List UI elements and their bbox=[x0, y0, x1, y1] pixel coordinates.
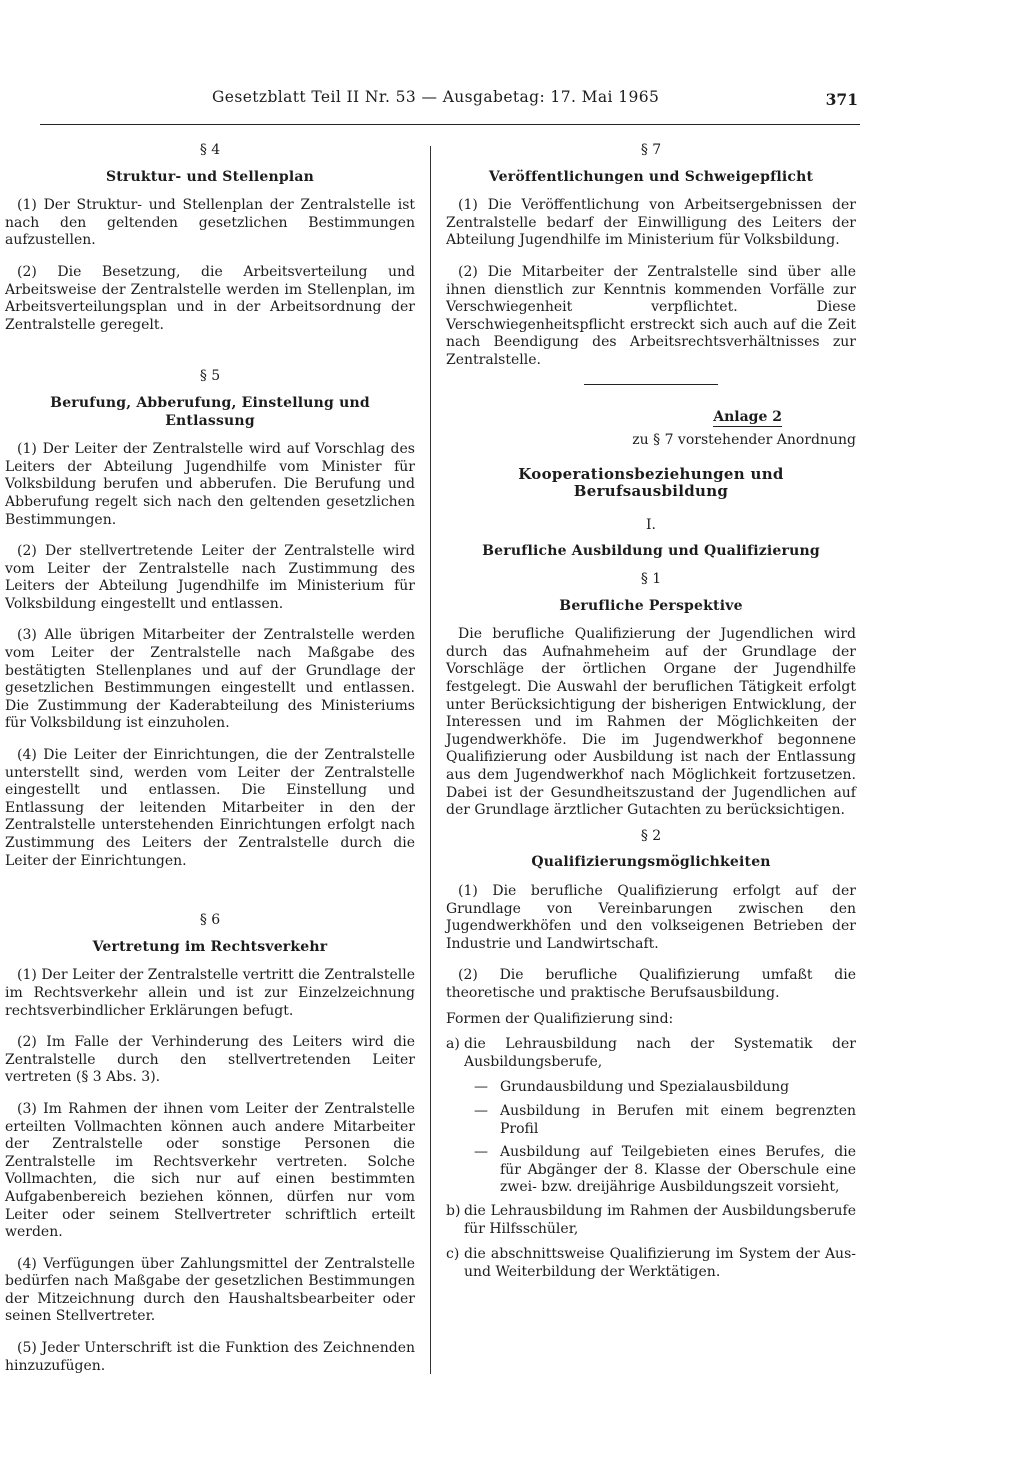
section-heading: Berufliche Perspektive bbox=[559, 597, 743, 614]
page-number: 371 bbox=[825, 90, 858, 109]
annex-main-heading: Kooperationsbeziehungen und Berufsausbildung bbox=[518, 464, 784, 501]
list-label: a) bbox=[446, 1036, 460, 1053]
dash-item bbox=[474, 1079, 856, 1097]
list-text: die Lehrausbildung nach der Systematik der Ausbildungsberufe, bbox=[464, 1036, 856, 1070]
paragraph: (2) Die Besetzung, die Arbeitsverteilung und Arbeitsweise der Zentralstelle werden im Stellenplan, im Arbeitsverteilungsplan und in der Arbeitsordnung der Zentralstelle geregelt. bbox=[5, 263, 415, 333]
dash-mark: — bbox=[474, 1102, 488, 1119]
section-heading: Berufung, Abberufung, Einstellung und Entlassung bbox=[50, 394, 370, 429]
list-item bbox=[446, 1246, 856, 1281]
section-number: § 5 bbox=[199, 368, 221, 385]
dash-item bbox=[474, 1144, 856, 1197]
list-label: b) bbox=[446, 1202, 461, 1219]
right-column bbox=[446, 142, 856, 1289]
dash-item bbox=[474, 1103, 856, 1138]
dash-mark: — bbox=[474, 1079, 488, 1096]
paragraph: (4) Die Leiter der Einrichtungen, die der Zentralstelle unterstellt sind, werden vom Leiter der Zentralstelle eingestellt und entlassen. Die Einstellung und Entlassung der leitenden Mitarbeiter in den der Zentralstelle unterstehenden Einrichtungen erfolgt nach Zustimmung des Leiters der Zentralstelle durch die Leiter der Einrichtungen. bbox=[5, 747, 415, 869]
section-heading: Vertretung im Rechtsverkehr bbox=[92, 938, 328, 955]
section-number: § 6 bbox=[199, 912, 221, 929]
list-item bbox=[446, 1036, 856, 1071]
section-number: § 7 bbox=[640, 142, 662, 158]
paragraph: (2) Die Mitarbeiter der Zentralstelle sind über alle ihnen dienstlich zur Kenntnis kommenden Vorfälle zur Verschwiegenheit verpflichtet. Diese Verschwiegenheitspflicht erstreckt sich auch auf die Zeit nach Beendigung des Arbeitsrechtsverhältnisses zur Zentralstelle. bbox=[446, 263, 856, 368]
annex-title-text: Anlage 2 bbox=[713, 408, 782, 425]
section-heading: Struktur- und Stellenplan bbox=[105, 168, 315, 185]
paragraph: (1) Der Struktur- und Stellenplan der Zentralstelle ist nach den geltenden gesetzlichen Bestimmungen aufzustellen. bbox=[5, 197, 415, 249]
list-label: c) bbox=[446, 1246, 460, 1263]
dash-mark: — bbox=[474, 1144, 488, 1161]
list-text: die Lehrausbildung im Rahmen der Ausbildungsberufe für Hilfsschüler, bbox=[464, 1202, 856, 1237]
forms-intro: Formen der Qualifizierung sind: bbox=[446, 1010, 674, 1027]
paragraph: (1) Der Leiter der Zentralstelle vertritt die Zentralstelle im Rechtsverkehr allein und ist zur Einzelzeichnung rechtsverbindlicher Erklärungen befugt. bbox=[5, 967, 415, 1019]
paragraph: (3) Im Rahmen der ihnen vom Leiter der Zentralstelle erteilten Vollmachten können auch andere Mitarbeiter der Zentralstelle oder sonstige Personen die Zentralstelle im Rechtsverkehr vertreten. Solche Vollmachten, die sich nur auf einen bestimmten Aufgabenbereich beziehen können, dürfen nur vom Leiter oder seinem Stellvertreter schriftlich erteilt werden. bbox=[5, 1100, 415, 1241]
horizontal-rule bbox=[584, 384, 718, 385]
paragraph: (1) Die berufliche Qualifizierung erfolgt auf der Grundlage von Vereinbarungen zwischen den Jugendwerkhöfen und den volkseigenen Betrieben der Industrie und Landwirtschaft. bbox=[446, 883, 856, 952]
paragraph: (2) Der stellvertretende Leiter der Zentralstelle wird vom Leiter der Zentralstelle nach Zustimmung des Leiters der Abteilung Jugendhilfe im Ministerium für Volksbildung eingestellt und entlassen. bbox=[5, 543, 415, 612]
column-divider bbox=[430, 146, 431, 1374]
paragraph: (1) Die Veröffentlichung von Arbeitsergebnissen der Zentralstelle bedarf der Einwilligung des Leiters der Abteilung Jugendhilfe im Ministerium für Volksbildung. bbox=[446, 197, 856, 249]
paragraph: (5) Jeder Unterschrift ist die Funktion des Zeichnenden hinzuzufügen. bbox=[5, 1340, 415, 1374]
left-column bbox=[5, 142, 415, 1389]
annex-subtitle: zu § 7 vorstehender Anordnung bbox=[632, 432, 856, 449]
list-item bbox=[446, 1203, 856, 1238]
part-heading: Berufliche Ausbildung und Qualifizierung bbox=[482, 542, 820, 559]
paragraph: (3) Alle übrigen Mitarbeiter der Zentralstelle werden vom Leiter der Zentralstelle nach Maßgabe des bestätigten Stellenplanes und auf der Grundlage der gesetzlichen Bestimmungen eingestellt und entlassen. Die Zustimmung der Kaderabteilung des Ministeriums für Volksbildung ist einzuholen. bbox=[5, 627, 415, 732]
paragraph: Die berufliche Qualifizierung der Jugendlichen wird durch das Aufnahmeheim auf der Grundlage der Vorschläge der örtlichen Organe der Jugendhilfe festgelegt. Die Auswahl der beruflichen Tätigkeit erfolgt unter Berücksichtigung der bisherigen Entwicklung, der Interessen und im Rahmen der Möglichkeiten der Jugendwerkhöfe. Die im Jugendwerkhof begonnene Qualifizierung oder Ausbildung ist nach der Entlassung aus dem Jugendwerkhof nach Möglichkeit fortzusetzen. Dabei ist der Gesundheitszustand der Jugendlichen auf der Grundlage ärztlicher Gutachten zu berücksichtigen. bbox=[446, 626, 856, 819]
dash-text: Ausbildung in Berufen mit einem begrenzten Profil bbox=[500, 1102, 856, 1137]
section-heading: Qualifizierungsmöglichkeiten bbox=[531, 854, 771, 871]
page-header bbox=[40, 84, 860, 125]
section-number: § 1 bbox=[640, 571, 662, 588]
annex-title bbox=[446, 409, 782, 427]
section-number: § 2 bbox=[640, 827, 662, 844]
paragraph: (1) Der Leiter der Zentralstelle wird auf Vorschlag des Leiters der Abteilung Jugendhilfe vom Minister für Volksbildung berufen und abberufen. Die Berufung und Abberufung regelt sich nach den geltenden gesetzlichen Bestimmungen. bbox=[5, 441, 415, 528]
paragraph: (2) Im Falle der Verhinderung des Leiters wird die Zentralstelle durch den stellvertretenden Leiter vertreten (§ 3 Abs. 3). bbox=[5, 1034, 415, 1086]
paragraph: (4) Verfügungen über Zahlungsmittel der Zentralstelle bedürfen nach Maßgabe der gesetzlichen Bestimmungen der Mitzeichnung durch den Haushaltsbearbeiter oder seinen Stellvertreter. bbox=[5, 1255, 415, 1325]
dash-text: Grundausbildung und Spezialausbildung bbox=[500, 1079, 790, 1096]
header-title: Gesetzblatt Teil II Nr. 53 — Ausgabetag: 17. Mai 1965 bbox=[212, 88, 660, 106]
section-number: § 4 bbox=[199, 142, 221, 158]
part-number: I. bbox=[646, 516, 656, 533]
paragraph: (2) Die berufliche Qualifizierung umfaßt die theoretische und praktische Berufsausbildung. bbox=[446, 967, 856, 1001]
dash-text: Ausbildung auf Teilgebieten eines Berufes, die für Abgänger der 8. Klasse der Oberschule eine zwei- bzw. dreijährige Ausbildungszeit vorsieht, bbox=[500, 1144, 856, 1196]
section-heading: Veröffentlichungen und Schweigepflicht bbox=[488, 168, 814, 185]
list-text: die abschnittsweise Qualifizierung im System der Aus- und Weiterbildung der Werktätigen. bbox=[464, 1246, 856, 1280]
